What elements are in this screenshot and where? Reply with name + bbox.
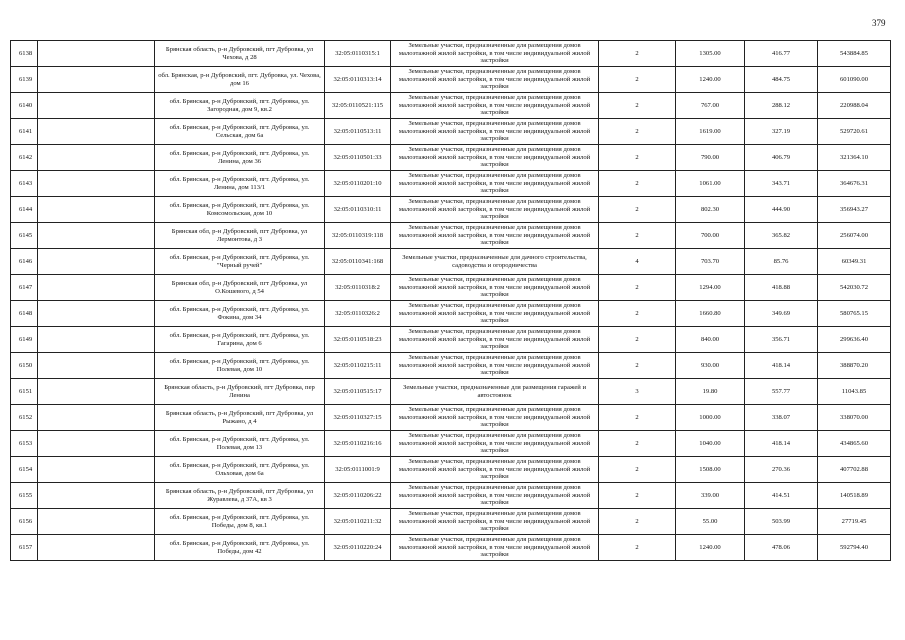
cell-area: 1660.80 xyxy=(676,301,745,327)
cell-specific-value: 365.82 xyxy=(745,223,818,249)
table-row xyxy=(11,249,891,275)
cell-blank xyxy=(38,327,155,353)
cell-number: 6147 xyxy=(11,275,38,301)
cell-permitted-use: Земельные участки, предназначенные для размещения гаражей и автостоянок xyxy=(391,379,599,405)
cell-cadastral-number: 32:05:0110518:23 xyxy=(325,327,391,353)
cell-cadastral-number: 32:05:0110220:24 xyxy=(325,535,391,561)
cell-cadastral-value: 356943.27 xyxy=(818,197,891,223)
cell-cadastral-value: 321364.10 xyxy=(818,145,891,171)
cell-blank xyxy=(38,145,155,171)
cell-number: 6149 xyxy=(11,327,38,353)
cell-specific-value: 270.36 xyxy=(745,457,818,483)
table-row xyxy=(11,301,891,327)
cell-permitted-use: Земельные участки, предназначенные для размещения домов малоэтажной жилой застройки, в том числе индивидуальной жилой застройки xyxy=(391,353,599,379)
table-row xyxy=(11,327,891,353)
cell-area: 1240.00 xyxy=(676,535,745,561)
cell-area: 840.00 xyxy=(676,327,745,353)
cell-number: 6139 xyxy=(11,67,38,93)
cell-specific-value: 503.99 xyxy=(745,509,818,535)
table-row xyxy=(11,535,891,561)
cell-number: 6145 xyxy=(11,223,38,249)
cell-address: Брянская область, р-н Дубровский, пгт Дубровка, ул Журавлева, д 37А, кв 3 xyxy=(155,483,325,509)
cell-specific-value: 418.14 xyxy=(745,431,818,457)
cell-blank xyxy=(38,509,155,535)
cell-specific-value: 85.76 xyxy=(745,249,818,275)
table-row xyxy=(11,353,891,379)
cell-address: обл. Брянская, р-н Дубровский, пгт. Дубровка, ул. "Черный ручей" xyxy=(155,249,325,275)
cell-cadastral-number: 32:05:0110215:11 xyxy=(325,353,391,379)
table-row xyxy=(11,405,891,431)
table-row xyxy=(11,431,891,457)
cell-cadastral-value: 592794.40 xyxy=(818,535,891,561)
cell-address: обл. Брянская, р-н Дубровский, пгт. Дубровка, ул. Чехова, дом 16 xyxy=(155,67,325,93)
cell-cadastral-number: 32:05:0110515:17 xyxy=(325,379,391,405)
cell-specific-value: 478.06 xyxy=(745,535,818,561)
cell-address: обл. Брянская, р-н Дубровский, пгт. Дубровка, ул. Победы, дом 8, кв.1 xyxy=(155,509,325,535)
cell-specific-value: 414.51 xyxy=(745,483,818,509)
cell-specific-value: 343.71 xyxy=(745,171,818,197)
cell-cadastral-number: 32:05:0110501:33 xyxy=(325,145,391,171)
cell-cadastral-number: 32:05:0110201:10 xyxy=(325,171,391,197)
cell-address: обл. Брянская, р-н Дубровский, пгт. Дубровка, ул. Комсомольская, дом 10 xyxy=(155,197,325,223)
cell-number: 6152 xyxy=(11,405,38,431)
cell-permitted-use: Земельные участки, предназначенные для размещения домов малоэтажной жилой застройки, в том числе индивидуальной жилой застройки xyxy=(391,67,599,93)
cell-number: 6157 xyxy=(11,535,38,561)
cell-specific-value: 406.79 xyxy=(745,145,818,171)
cell-area: 339.00 xyxy=(676,483,745,509)
cell-cadastral-number: 32:05:0110521:115 xyxy=(325,93,391,119)
cell-cadastral-number: 32:05:0110315:1 xyxy=(325,41,391,67)
cell-cadastral-number: 32:05:0110310:11 xyxy=(325,197,391,223)
cell-cadastral-value: 407702.88 xyxy=(818,457,891,483)
cell-specific-value: 356.71 xyxy=(745,327,818,353)
page-number: 379 xyxy=(872,18,886,28)
cell-group: 2 xyxy=(599,145,676,171)
cell-cadastral-value: 529720.61 xyxy=(818,119,891,145)
table-row xyxy=(11,67,891,93)
table-row xyxy=(11,223,891,249)
cell-cadastral-value: 580765.15 xyxy=(818,301,891,327)
cell-address: обл. Брянская, р-н Дубровский, пгт. Дубровка, ул. Гагарина, дом 6 xyxy=(155,327,325,353)
cell-blank xyxy=(38,249,155,275)
cell-blank xyxy=(38,535,155,561)
cell-area: 930.00 xyxy=(676,353,745,379)
cell-address: обл. Брянская, р-н Дубровский, пгт. Дубровка, ул. Фокина, дом 34 xyxy=(155,301,325,327)
cell-group: 2 xyxy=(599,67,676,93)
cell-permitted-use: Земельные участки, предназначенные для размещения домов малоэтажной жилой застройки, в том числе индивидуальной жилой застройки xyxy=(391,431,599,457)
cell-area: 1294.00 xyxy=(676,275,745,301)
cell-cadastral-value: 220988.04 xyxy=(818,93,891,119)
cell-cadastral-value: 256074.00 xyxy=(818,223,891,249)
cell-address: обл. Брянская, р-н Дубровский, пгт. Дубровка, ул. Сельская, дом 6а xyxy=(155,119,325,145)
cell-address: обл. Брянская, р-н Дубровский, пгт. Дубровка, ул. Загородная, дом 9, кв.2 xyxy=(155,93,325,119)
cell-permitted-use: Земельные участки, предназначенные для размещения домов малоэтажной жилой застройки, в том числе индивидуальной жилой застройки xyxy=(391,41,599,67)
cell-cadastral-number: 32:05:0110313:14 xyxy=(325,67,391,93)
cell-permitted-use: Земельные участки, предназначенные для размещения домов малоэтажной жилой застройки, в том числе индивидуальной жилой застройки xyxy=(391,483,599,509)
cell-cadastral-number: 32:05:0110216:16 xyxy=(325,431,391,457)
cell-permitted-use: Земельные участки, предназначенные для размещения домов малоэтажной жилой застройки, в том числе индивидуальной жилой застройки xyxy=(391,405,599,431)
cell-cadastral-value: 601090.00 xyxy=(818,67,891,93)
cell-number: 6148 xyxy=(11,301,38,327)
table-row xyxy=(11,509,891,535)
cell-area: 55.00 xyxy=(676,509,745,535)
cell-blank xyxy=(38,119,155,145)
cell-blank xyxy=(38,405,155,431)
cell-permitted-use: Земельные участки, предназначенные для размещения домов малоэтажной жилой застройки, в том числе индивидуальной жилой застройки xyxy=(391,93,599,119)
cell-permitted-use: Земельные участки, предназначенные для размещения домов малоэтажной жилой застройки, в том числе индивидуальной жилой застройки xyxy=(391,171,599,197)
cell-area: 1000.00 xyxy=(676,405,745,431)
cell-permitted-use: Земельные участки, предназначенные для размещения домов малоэтажной жилой застройки, в том числе индивидуальной жилой застройки xyxy=(391,223,599,249)
cell-permitted-use: Земельные участки, предназначенные для размещения домов малоэтажной жилой застройки, в том числе индивидуальной жилой застройки xyxy=(391,145,599,171)
cell-cadastral-value: 542030.72 xyxy=(818,275,891,301)
cell-cadastral-number: 32:05:0110513:11 xyxy=(325,119,391,145)
table-row xyxy=(11,483,891,509)
cell-area: 1305.00 xyxy=(676,41,745,67)
cell-group: 3 xyxy=(599,379,676,405)
cell-blank xyxy=(38,353,155,379)
table-row xyxy=(11,171,891,197)
cell-number: 6144 xyxy=(11,197,38,223)
cell-group: 2 xyxy=(599,353,676,379)
cell-number: 6138 xyxy=(11,41,38,67)
cell-cadastral-value: 388870.20 xyxy=(818,353,891,379)
cell-cadastral-value: 140518.89 xyxy=(818,483,891,509)
cell-area: 700.00 xyxy=(676,223,745,249)
cell-blank xyxy=(38,431,155,457)
cadastral-value-table xyxy=(10,40,891,561)
cell-number: 6153 xyxy=(11,431,38,457)
cell-number: 6154 xyxy=(11,457,38,483)
cell-number: 6155 xyxy=(11,483,38,509)
cell-specific-value: 418.88 xyxy=(745,275,818,301)
cell-blank xyxy=(38,93,155,119)
cell-permitted-use: Земельные участки, предназначенные для размещения домов малоэтажной жилой застройки, в том числе индивидуальной жилой застройки xyxy=(391,119,599,145)
cell-address: обл. Брянская, р-н Дубровский, пгт. Дубровка, ул. Полевая, дом 10 xyxy=(155,353,325,379)
cell-specific-value: 327.19 xyxy=(745,119,818,145)
cell-area: 767.00 xyxy=(676,93,745,119)
cell-address: обл. Брянская, р-н Дубровский, пгт. Дубровка, ул. Полевая, дом 13 xyxy=(155,431,325,457)
cell-cadastral-value: 338070.00 xyxy=(818,405,891,431)
cell-group: 2 xyxy=(599,535,676,561)
table-row xyxy=(11,119,891,145)
cell-group: 2 xyxy=(599,483,676,509)
cell-cadastral-number: 32:05:0110341:168 xyxy=(325,249,391,275)
cell-cadastral-number: 32:05:0110327:15 xyxy=(325,405,391,431)
cell-area: 790.00 xyxy=(676,145,745,171)
cell-specific-value: 418.14 xyxy=(745,353,818,379)
cell-address: обл. Брянская, р-н Дубровский, пгт. Дубровка, ул. Ленина, дом 113/1 xyxy=(155,171,325,197)
cell-blank xyxy=(38,41,155,67)
table-row xyxy=(11,379,891,405)
cell-blank xyxy=(38,223,155,249)
table-body xyxy=(11,41,891,561)
cell-permitted-use: Земельные участки, предназначенные для размещения домов малоэтажной жилой застройки, в том числе индивидуальной жилой застройки xyxy=(391,301,599,327)
cell-cadastral-number: 32:05:0110318:2 xyxy=(325,275,391,301)
cell-cadastral-value: 27719.45 xyxy=(818,509,891,535)
cell-blank xyxy=(38,301,155,327)
cell-number: 6143 xyxy=(11,171,38,197)
cell-group: 2 xyxy=(599,93,676,119)
cell-group: 2 xyxy=(599,327,676,353)
cell-area: 1240.00 xyxy=(676,67,745,93)
cell-permitted-use: Земельные участки, предназначенные для размещения домов малоэтажной жилой застройки, в том числе индивидуальной жилой застройки xyxy=(391,535,599,561)
cell-cadastral-value: 299636.40 xyxy=(818,327,891,353)
cell-area: 1508.00 xyxy=(676,457,745,483)
cell-address: Брянская обл, р-н Дубровский, пгт Дубровка, ул Лермонтова, д 3 xyxy=(155,223,325,249)
cell-specific-value: 416.77 xyxy=(745,41,818,67)
cell-number: 6151 xyxy=(11,379,38,405)
cell-specific-value: 338.07 xyxy=(745,405,818,431)
cell-address: Брянская область, р-н Дубровский, пгт Дубровка, ул Рыжано, д 4 xyxy=(155,405,325,431)
cell-group: 4 xyxy=(599,249,676,275)
cell-area: 1061.00 xyxy=(676,171,745,197)
cell-permitted-use: Земельные участки, предназначенные для размещения домов малоэтажной жилой застройки, в том числе индивидуальной жилой застройки xyxy=(391,197,599,223)
cell-number: 6156 xyxy=(11,509,38,535)
cell-cadastral-number: 32:05:0110206:22 xyxy=(325,483,391,509)
cell-permitted-use: Земельные участки, предназначенные для размещения домов малоэтажной жилой застройки, в том числе индивидуальной жилой застройки xyxy=(391,275,599,301)
table-row xyxy=(11,197,891,223)
table-row xyxy=(11,41,891,67)
cell-group: 2 xyxy=(599,223,676,249)
cell-specific-value: 484.75 xyxy=(745,67,818,93)
cell-area: 802.30 xyxy=(676,197,745,223)
cell-blank xyxy=(38,379,155,405)
cell-cadastral-value: 60349.31 xyxy=(818,249,891,275)
cell-group: 2 xyxy=(599,197,676,223)
cell-blank xyxy=(38,275,155,301)
cell-permitted-use: Земельные участки, предназначенные для размещения домов малоэтажной жилой застройки, в том числе индивидуальной жилой застройки xyxy=(391,327,599,353)
cell-specific-value: 444.90 xyxy=(745,197,818,223)
cell-permitted-use: Земельные участки, предназначенные для дачного строительства, садоводства и огородничества xyxy=(391,249,599,275)
cell-cadastral-number: 32:05:0110326:2 xyxy=(325,301,391,327)
cell-group: 2 xyxy=(599,41,676,67)
cell-blank xyxy=(38,457,155,483)
cell-cadastral-number: 32:05:0111001:9 xyxy=(325,457,391,483)
cell-area: 1619.00 xyxy=(676,119,745,145)
cell-address: обл. Брянская, р-н Дубровский, пгт. Дубровка, ул. Победы, дом 42 xyxy=(155,535,325,561)
cell-cadastral-value: 543884.85 xyxy=(818,41,891,67)
table-row xyxy=(11,275,891,301)
cell-specific-value: 288.12 xyxy=(745,93,818,119)
cell-group: 2 xyxy=(599,275,676,301)
cell-group: 2 xyxy=(599,119,676,145)
cell-address: обл. Брянская, р-н Дубровский, пгт. Дубровка, ул. Ленина, дом 36 xyxy=(155,145,325,171)
cell-cadastral-value: 434865.60 xyxy=(818,431,891,457)
cell-permitted-use: Земельные участки, предназначенные для размещения домов малоэтажной жилой застройки, в том числе индивидуальной жилой застройки xyxy=(391,457,599,483)
table-row xyxy=(11,93,891,119)
cell-group: 2 xyxy=(599,509,676,535)
cell-cadastral-number: 32:05:0110211:32 xyxy=(325,509,391,535)
cell-address: Брянская обл, р-н Дубровский, пгт Дубровка, ул О.Кошевого, д 54 xyxy=(155,275,325,301)
cell-blank xyxy=(38,197,155,223)
cell-blank xyxy=(38,171,155,197)
table-row xyxy=(11,145,891,171)
cell-blank xyxy=(38,483,155,509)
cell-address: Брянская область, р-н Дубровский, пгт Дубровка, пер Ленина xyxy=(155,379,325,405)
cell-area: 1040.00 xyxy=(676,431,745,457)
cell-number: 6150 xyxy=(11,353,38,379)
cell-area: 703.70 xyxy=(676,249,745,275)
table-row xyxy=(11,457,891,483)
cell-cadastral-number: 32:05:0110319:118 xyxy=(325,223,391,249)
cell-group: 2 xyxy=(599,457,676,483)
cell-number: 6140 xyxy=(11,93,38,119)
cell-specific-value: 557.77 xyxy=(745,379,818,405)
cell-group: 2 xyxy=(599,301,676,327)
cell-cadastral-value: 11043.85 xyxy=(818,379,891,405)
cell-area: 19.80 xyxy=(676,379,745,405)
cell-address: Брянская область, р-н Дубровский, пгт Дубровка, ул Чехова, д 28 xyxy=(155,41,325,67)
cell-number: 6141 xyxy=(11,119,38,145)
cell-cadastral-value: 364676.31 xyxy=(818,171,891,197)
cell-number: 6146 xyxy=(11,249,38,275)
cell-number: 6142 xyxy=(11,145,38,171)
cell-group: 2 xyxy=(599,171,676,197)
cell-group: 2 xyxy=(599,431,676,457)
cell-group: 2 xyxy=(599,405,676,431)
cell-address: обл. Брянская, р-н Дубровский, пгт. Дубровка, ул. Ольховая, дом 6а xyxy=(155,457,325,483)
cell-permitted-use: Земельные участки, предназначенные для размещения домов малоэтажной жилой застройки, в том числе индивидуальной жилой застройки xyxy=(391,509,599,535)
cell-blank xyxy=(38,67,155,93)
cell-specific-value: 349.69 xyxy=(745,301,818,327)
